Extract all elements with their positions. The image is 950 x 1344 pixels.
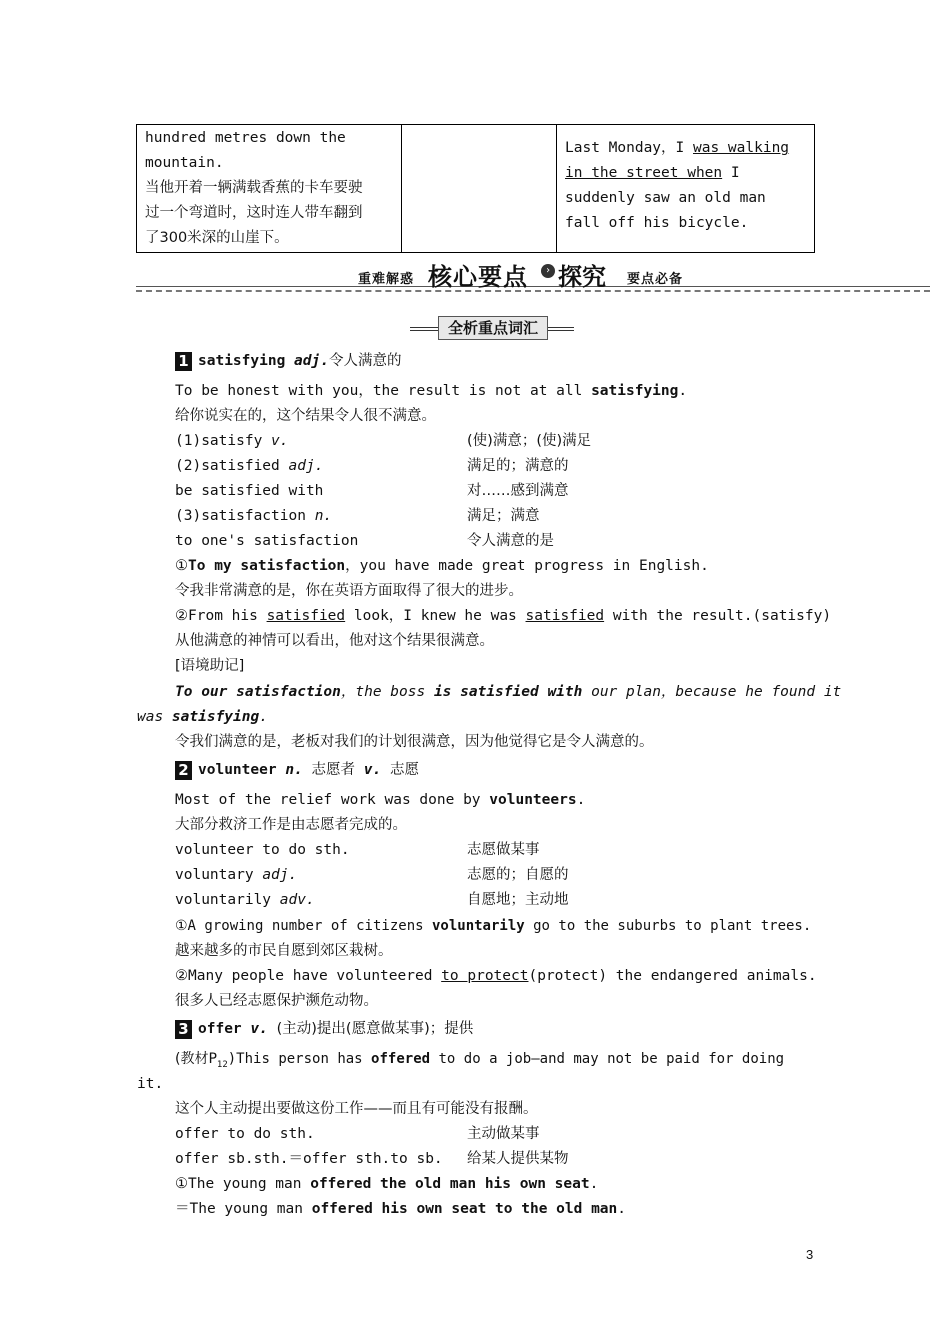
part-of-speech: n.: [285, 762, 303, 778]
derivative-zh: 志愿做某事: [467, 842, 540, 858]
translation-table: [136, 124, 815, 253]
arrow-right-icon: ›: [541, 264, 555, 278]
sentence-en: [175, 1199, 626, 1219]
banner-left-label: 重难解惑: [358, 272, 415, 287]
keyword: volunteers: [489, 792, 577, 808]
word-heading: [175, 1019, 473, 1039]
text: (3)satisfaction: [175, 508, 315, 524]
example-en: [175, 1049, 784, 1075]
keyword: offered: [371, 1051, 431, 1067]
text: ②From his: [175, 608, 267, 624]
text: (protect) the endangered animals.: [528, 968, 817, 984]
table-cell-original: [137, 125, 402, 253]
sentence-en: [175, 966, 817, 986]
word-meaning: 令人满意的: [328, 353, 402, 369]
derivative-en: [175, 1124, 315, 1144]
text: was: [137, 709, 172, 725]
table-text: I: [722, 165, 740, 181]
context-en: [175, 682, 841, 702]
text: to one's satisfaction: [175, 533, 359, 549]
text: (1)satisfy: [175, 433, 272, 449]
text: offer to do sth.: [175, 1126, 315, 1142]
derivative-en: [175, 431, 289, 451]
derivative-zh: 主动做某事: [467, 1126, 540, 1142]
example-en: [175, 790, 585, 810]
text: with the result.(satisfy): [604, 608, 832, 624]
table-cell-example: [557, 125, 815, 253]
text: volunteer to do sth.: [175, 842, 350, 858]
keyword: is satisfied with: [433, 684, 583, 700]
text: be satisfied with: [175, 483, 324, 499]
derivative-zh: 志愿的；自愿的: [467, 867, 569, 883]
answer-blank: to protect: [441, 968, 529, 984]
text: our plan，because he found it: [582, 684, 842, 700]
text: voluntary: [175, 867, 263, 883]
keyword: voluntarily: [431, 918, 525, 934]
table-underlined: in the street when: [565, 165, 723, 181]
word-meaning: 志愿者: [311, 762, 356, 778]
example-en: it.: [137, 1076, 164, 1092]
text: )This person has: [227, 1051, 372, 1067]
section-title: [410, 316, 574, 340]
derivative-en: [175, 1149, 443, 1169]
text: .: [589, 1176, 599, 1192]
banner-title-2: 探究: [558, 263, 606, 291]
headword: satisfying: [198, 353, 286, 369]
banner-rule: [136, 286, 930, 287]
text: To be honest with you，the result is not at all: [175, 383, 592, 399]
table-line: mountain.: [145, 155, 224, 171]
pos: adv.: [279, 892, 315, 908]
table-line: 了300米深的山崖下。: [145, 230, 289, 246]
sentence-en: [175, 606, 831, 626]
derivative-en: [175, 506, 332, 526]
part-of-speech: v.: [250, 1021, 268, 1037]
banner-dashed-rule: [136, 290, 930, 292]
text: .: [617, 1201, 626, 1217]
sentence-en: [175, 556, 709, 576]
derivative-zh: 满足的；满意的: [467, 458, 569, 474]
text: Most of the relief work was done by: [175, 792, 490, 808]
table-underlined: was walking: [693, 140, 790, 156]
headword: offer: [198, 1021, 242, 1037]
table-line: 当他开着一辆满载香蕉的卡车要驶: [145, 180, 363, 196]
sentence-en: [175, 916, 811, 936]
derivative-en: [175, 865, 297, 885]
sentence-zh: 很多人已经志愿保护濒危动物。: [175, 993, 378, 1009]
derivative-zh: 令人满意的是: [467, 533, 554, 549]
text: .: [576, 792, 586, 808]
derivative-zh: 满足；满意: [467, 508, 540, 524]
section-title-label: 全析重点词汇: [438, 316, 548, 340]
pos: adj.: [288, 458, 324, 474]
table-line: hundred metres down the: [145, 130, 346, 146]
table-text: suddenly saw an old man: [565, 190, 766, 206]
derivative-zh: 自愿地；主动地: [467, 892, 569, 908]
word-number-badge: 2: [175, 761, 192, 780]
context-zh: 令我们满意的是，老板对我们的计划很满意，因为他觉得它是令人满意的。: [175, 734, 654, 750]
section-banner: [136, 257, 930, 299]
answer-blank: satisfied: [525, 608, 605, 624]
pos: n.: [314, 508, 333, 524]
example-en: [175, 381, 687, 401]
pos: adj.: [262, 867, 298, 883]
derivative-zh: (使)满意；(使)满足: [467, 433, 592, 449]
word-number-badge: 1: [175, 352, 192, 371]
example-zh: 大部分救济工作是由志愿者完成的。: [175, 817, 407, 833]
text: (2)satisfied: [175, 458, 289, 474]
sentence-en: [175, 1174, 598, 1194]
table-text: fall off his bicycle.: [565, 215, 749, 231]
derivative-en: [175, 840, 350, 860]
text: look，I knew he was: [345, 608, 526, 624]
banner-right-label: 要点必备: [627, 272, 684, 287]
keyword: offered the old man his own seat: [310, 1176, 590, 1192]
text: to do a job—and may not be paid for doing: [430, 1051, 785, 1067]
table-text: Last Monday，I: [565, 140, 693, 156]
keyword: offered his own seat to the old man: [311, 1201, 618, 1217]
word-meaning: (主动)提出(愿意做某事)；提供: [276, 1021, 474, 1037]
pos: v.: [271, 433, 289, 449]
derivative-en: [175, 481, 323, 501]
example-zh: 这个人主动提出要做这份工作——而且有可能没有报酬。: [175, 1101, 538, 1117]
banner-title-1: 核心要点: [428, 263, 528, 291]
derivative-en: [175, 890, 315, 910]
text: go to the suburbs to plant trees.: [524, 918, 812, 934]
sentence-zh: 从他满意的神情可以看出，他对这个结果很满意。: [175, 633, 494, 649]
table-line: 过一个弯道时，这时连人带车翻到: [145, 205, 363, 221]
answer-blank: satisfied: [266, 608, 346, 624]
headword: volunteer: [198, 762, 277, 778]
word-heading: [175, 351, 401, 371]
example-zh: 给你说实在的，这个结果令人很不满意。: [175, 408, 436, 424]
text: .: [678, 383, 688, 399]
sentence-zh: 令我非常满意的是，你在英语方面取得了很大的进步。: [175, 583, 523, 599]
page-number: 3: [806, 1247, 814, 1262]
textbook-ref: (教材P: [175, 1051, 217, 1067]
context-label: [语境助记]: [175, 658, 245, 674]
sentence-zh: 越来越多的市民自愿到郊区栽树。: [175, 943, 393, 959]
text: ①The young man: [175, 1176, 311, 1192]
text: offer sb.sth.＝offer sth.to sb.: [175, 1151, 443, 1167]
part-of-speech: v.: [363, 762, 382, 778]
keyword: To our satisfaction: [175, 684, 341, 700]
text: ①A growing number of citizens: [175, 918, 432, 934]
text: voluntarily: [175, 892, 280, 908]
word-meaning: 志愿: [389, 762, 419, 778]
keyword: satisfying: [591, 383, 679, 399]
derivative-zh: 给某人提供某物: [467, 1151, 569, 1167]
textbook-page: 12: [216, 1059, 228, 1070]
text: ，you have made great progress in English.: [345, 558, 709, 574]
text: ①: [175, 558, 188, 574]
text: ＝The young man: [175, 1201, 312, 1217]
word-heading: [175, 760, 419, 780]
text: ，the boss: [340, 684, 434, 700]
part-of-speech: adj.: [294, 353, 329, 369]
derivative-en: [175, 456, 323, 476]
context-en: [137, 707, 268, 727]
text: ②Many people have volunteered: [175, 968, 442, 984]
derivative-en: [175, 531, 358, 551]
keyword: To my satisfaction: [188, 558, 346, 574]
table-cell-empty: [402, 125, 557, 253]
word-number-badge: 3: [175, 1020, 192, 1039]
text: .: [259, 709, 268, 725]
derivative-zh: 对……感到满意: [467, 483, 569, 499]
keyword: satisfying: [171, 709, 260, 725]
